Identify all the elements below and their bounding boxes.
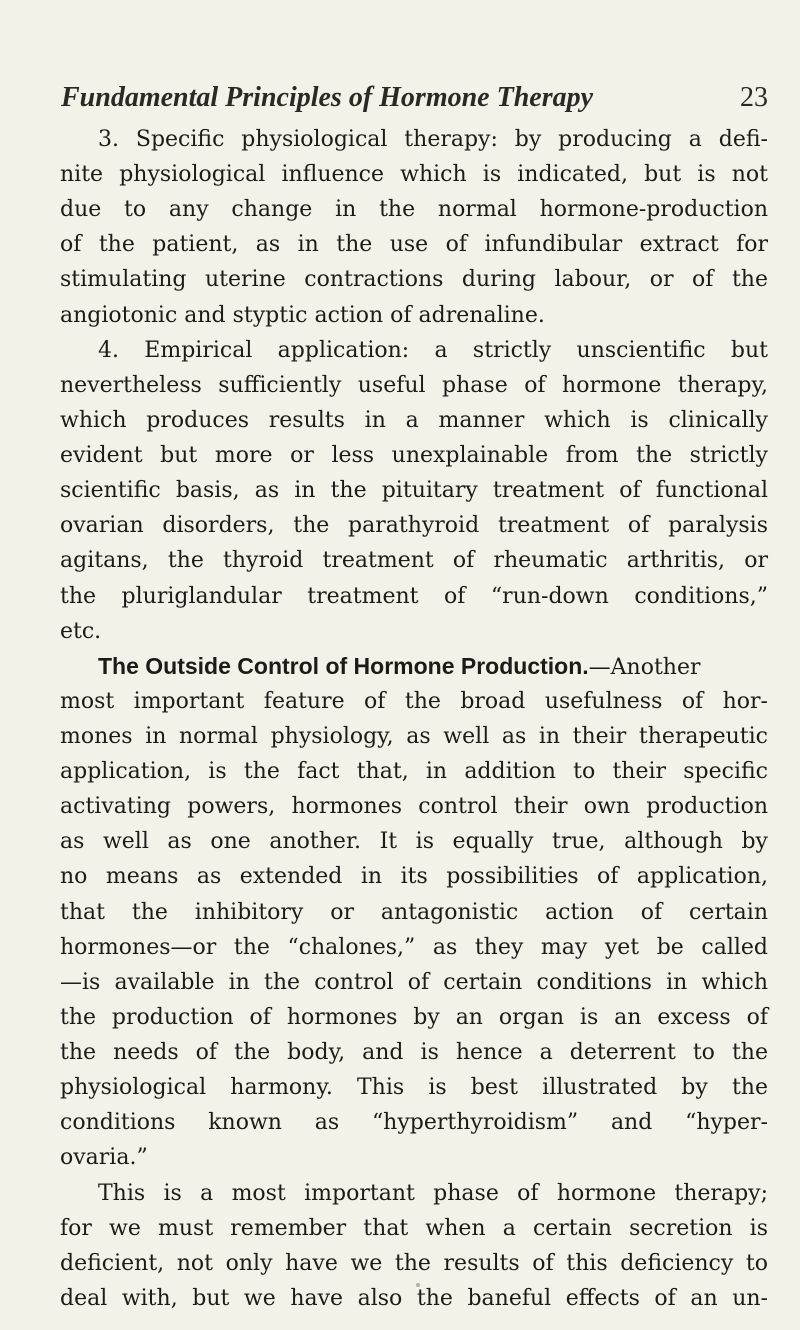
text-line: physiological harmony. This is best illustrated by the [60, 1075, 768, 1100]
text-line: nite physiological influence which is indicated, but is not [60, 162, 768, 187]
text-line: which produces results in a manner which is clinically [60, 408, 768, 433]
text-line: stimulating uterine contractions during labour, or of the [60, 267, 768, 292]
text-line: conditions known as “hyperthyroidism” and “hyper- [60, 1110, 768, 1135]
section-first-line-text: —Another [588, 655, 701, 680]
text-line: the pluriglandular treatment of “run-down conditions,” [60, 584, 768, 609]
text-line: 4. Empirical application: a strictly unscientific but [98, 338, 768, 363]
page-number: 23 [740, 82, 768, 113]
text-line: no means as extended in its possibilities of application, [60, 864, 768, 889]
text-line: etc. [60, 619, 102, 644]
text-line: This is a most important phase of hormone therapy; [98, 1181, 768, 1206]
text-line: the production of hormones by an organ is an excess of [60, 1005, 768, 1030]
text-line: application, is the fact that, in addition to their specific [60, 759, 768, 784]
text-line: deficient, not only have we the results of this deficiency to [60, 1251, 768, 1276]
text-line: as well as one another. It is equally true, although by [60, 829, 768, 854]
text-line: ovarian disorders, the parathyroid treatment of paralysis [60, 513, 768, 538]
text-line: ovaria.” [60, 1145, 148, 1170]
text-line: that the inhibitory or antagonistic action of certain [60, 900, 768, 925]
text-line: hormones—or the “chalones,” as they may yet be called [60, 935, 768, 960]
text-line: scientific basis, as in the pituitary treatment of functional [60, 478, 768, 503]
text-line: due to any change in the normal hormone-production [60, 197, 768, 222]
text-line: nevertheless sufficiently useful phase of hormone therapy, [60, 373, 768, 398]
text-line: agitans, the thyroid treatment of rheumatic arthritis, or [60, 548, 768, 573]
section-heading: The Outside Control of Hormone Production. [98, 653, 589, 679]
text-line: most important feature of the broad usefulness of hor- [60, 689, 768, 714]
text-line: the needs of the body, and is hence a deterrent to the [60, 1040, 768, 1065]
text-line: 3. Specific physiological therapy: by producing a defi- [98, 127, 768, 152]
text-line: for we must remember that when a certain secretion is [60, 1216, 768, 1241]
text-line: activating powers, hormones control their own production [60, 794, 768, 819]
text-line: evident but more or less unexplainable from the strictly [60, 443, 768, 468]
text-line: deal with, but we have also the baneful effects of an un- [60, 1286, 768, 1311]
text-line: angiotonic and styptic action of adrenaline. [60, 303, 545, 328]
running-title: Fundamental Principles of Hormone Therapy [61, 82, 594, 113]
section-first-line [98, 649, 768, 684]
text-line: of the patient, as in the use of infundibular extract for [60, 232, 768, 257]
text-line: —is available in the control of certain conditions in which [60, 970, 768, 995]
text-line: mones in normal physiology, as well as in their therapeutic [60, 724, 768, 749]
